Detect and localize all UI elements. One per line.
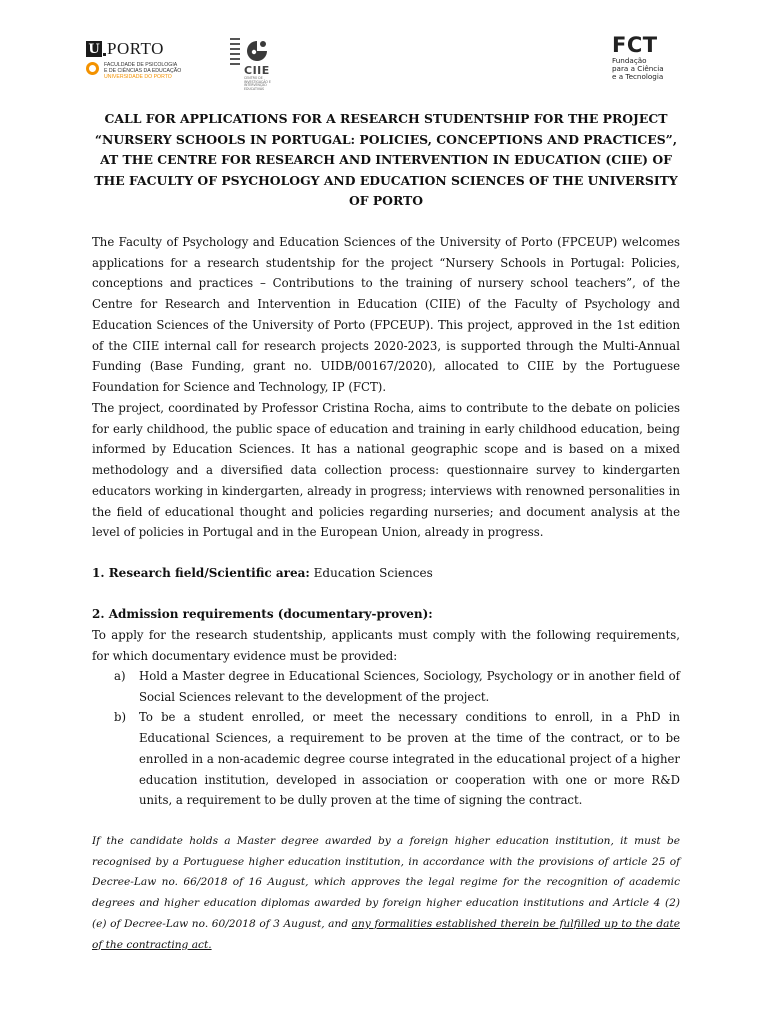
uporto-ring-icon xyxy=(86,62,99,75)
list-item xyxy=(92,666,680,707)
fct-name: FCT xyxy=(612,33,658,57)
fct-logo xyxy=(612,34,682,84)
foreign-degree-note xyxy=(92,831,680,955)
ciie-name: CIIE xyxy=(244,64,270,77)
section-admission-heading: 2. Admission requirements (documentary-proven): xyxy=(92,607,433,621)
section-research-field xyxy=(92,563,680,584)
note-underlined-text: any formalities established therein be fulfilled up to the date of the contracting act. xyxy=(92,917,680,951)
uporto-logo xyxy=(86,40,202,86)
section-research-field-value: Education Sciences xyxy=(313,566,433,580)
intro-paragraph: The Faculty of Psychology and Education Sciences of the University of Porto (FPCEUP) welcomes applications for a research studentship for the project “Nursery Schools in Portugal: Policies, conceptions and practices – Contributions to the training of nursery school teachers”, of the Centre for Research and Intervention in Education (CIIE) of the Faculty of Psychology and Education Sciences of the University of Porto (FPCEUP). This project, approved in the 1st edition of the CIIE internal call for research projects 2020-2023, is supported through the Multi-Annual Funding (Base Funding, grant no. UIDB/00167/2020), allocated to CIIE by the Portuguese Foundation for Science and Technology, IP (FCT). xyxy=(92,235,680,394)
note-text: If the candidate holds a Master degree awarded by a foreign higher education institution, it must be recognised by a Portuguese higher education institution, in accordance with the provisions of article 25 of Decree-Law no. 66/2018 of 16 August, which approves the legal regime for the recognition of academic degrees and higher education diplomas awarded by foreign higher education institutions and Article 4 (2) (e) of Decree-Law no. 60/2018 of 3 August, and xyxy=(92,835,680,930)
admission-intro: To apply for the research studentship, applicants must comply with the following requirements, for which documentary evidence must be provided: xyxy=(92,628,680,663)
document-title: CALL FOR APPLICATIONS FOR A RESEARCH STUDENTSHIP FOR THE PROJECT “NURSERY SCHOOLS IN PORTUGAL: POLICIES, CONCEPTIONS AND PRACTICES”, AT THE CENTRE FOR RESEARCH AND INTERVENTION IN EDUCATION (CIIE) OF THE FACULTY OF PSYCHOLOGY AND EDUCATION SCIENCES OF THE UNIVERSITY OF PORTO xyxy=(94,111,678,209)
project-paragraph: The project, coordinated by Professor Cristina Rocha, aims to contribute to the debate on policies for early childhood, the public space of education and training in early childhood education, being informed by Education Sciences. It has a national geographic scope and is based on a mixed methodology and a diversified data collection process: questionnaire survey to kindergarten educators working in kindergarten, already in progress; interviews with renowned personalities in the field of educational thought and policies regarding nurseries; and document analysis at the level of policies in Portugal and in the European Union, already in progress. xyxy=(92,401,680,540)
list-item-text: To be a student enrolled, or meet the necessary conditions to enroll, in a PhD in Educational Sciences, a requirement to be proven at the time of the contract, or to be enrolled in a non-academic degree course integrated in the educational project of a higher education institution, developed in association or cooperation with one or more R&D units, a requirement to be dully proven at the time of signing the contract. xyxy=(139,710,680,808)
list-item xyxy=(92,707,680,811)
list-marker: b) xyxy=(114,710,127,725)
uporto-name: PORTO xyxy=(107,39,164,58)
requirements-list xyxy=(92,666,680,811)
ciie-logo xyxy=(228,38,280,91)
ciie-bars-icon xyxy=(230,38,240,70)
uporto-dot xyxy=(103,53,106,56)
list-marker: a) xyxy=(114,669,126,683)
ciie-mark-icon xyxy=(244,38,270,64)
fct-subtitle: Fundação para a Ciência e a Tecnologia xyxy=(612,56,664,81)
list-item-text: Hold a Master degree in Educational Sciences, Sociology, Psychology or in another field of Social Sciences relevant to the development of the project. xyxy=(139,669,680,704)
ciie-subtitle: CENTRO DE INVESTIGAÇÃO E INTERVENÇÃO EDUCATIVAS xyxy=(244,76,271,91)
uporto-u-mark: U xyxy=(86,41,102,57)
uporto-faculty-text: FACULDADE DE PSICOLOGIA E DE CIÊNCIAS DA EDUCAÇÃO UNIVERSIDADE DO PORTO xyxy=(104,62,182,80)
section-research-field-heading: 1. Research field/Scientific area: xyxy=(92,566,310,580)
